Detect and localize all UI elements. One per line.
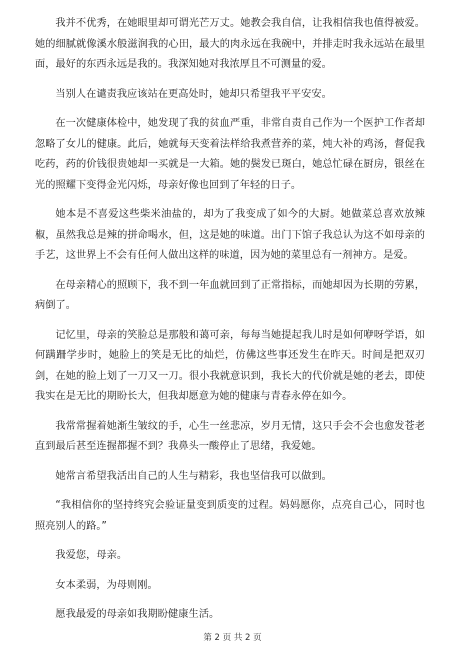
paragraph-2: 当别人在谴责我应该站在更高处时，她却只希望我平平安安。 [55, 88, 332, 100]
paragraph-4: 她本是不喜爱这些柴米油盐的，却为了我变成了如今的大厨。她做菜总喜欢放辣椒，虽然我总是辣的拼命喝水，但，这是她的味道。出门下馆子我总认为这不如母亲的手艺，这世界上不会有任何人做出这样的味道，因为她的菜里总有一剂神方。是爱。 [35, 209, 425, 261]
page-footer: 第 2 页 共 2 页 [203, 633, 262, 643]
paragraph-1: 我并不优秀，在她眼里却可谓光芒万丈。她教会我自信，让我相信我也值得被爱。她的细腻就像溪水般滋润我的心田，最大的肉永远在我碗中，并排走时我永远站在最里面，最好的东西永远是我的。我深知她对我浓厚且不可测量的爱。 [35, 18, 425, 70]
paragraph-10: 我爱您，母亲。 [55, 550, 128, 561]
paragraph-5: 在母亲精心的照顾下，我不到一年血就回到了正常指标，而她却因为长期的劳累，病倒了。 [35, 279, 425, 311]
paragraph-6: 记忆里，母亲的笑脸总是那般和蔼可亲，每每当她提起我儿时是如何咿呀学语，如何蹒跚学步时，她脸上的笑是无比的灿烂，仿佛这些事还发生在昨天。时间是把双刃剑，在她的脸上划了一刀又一刀。很小我就意识到，我长大的代价就是她的老去，即使我实在是无比的期盼长大，但我却愿意为她的健康与青春永停在如今。 [35, 329, 425, 402]
paragraph-3: 在一次健康体检中，她发现了我的贫血严重，非常自责自己作为一个医护工作者却忽略了女儿的健康。此后，她就每天变着法样给我煮营养的菜，炖大补的鸡汤，督促我吃药，药的价钱很贵她却一买就是一大箱。她的鬓发已斑白，她总忙碌在厨房，银丝在光的照耀下变得金光闪烁，母亲好像也回到了年轻的日子。 [35, 118, 425, 191]
paragraph-8: 她常言希望我活出自己的人生与精彩，我也坚信我可以做到。 [55, 470, 332, 482]
paragraph-11: 女本柔弱，为母则刚。 [55, 579, 158, 591]
paragraph-12: 愿我最爱的母亲如我期盼健康生活。 [55, 609, 220, 620]
paragraph-9: “我相信你的坚持终究会验证量变到质变的过程。妈妈愿你，点亮自己心，同时也照亮别人的路。” [35, 500, 425, 532]
paragraph-7: 我常常握着她渐生皱纹的手，心生一丝悲凉，岁月无情，这只手会不会也愈发苍老直到最后甚至连握都握不到？我鼻头一酸停止了思绪，我爱她。 [35, 420, 425, 452]
